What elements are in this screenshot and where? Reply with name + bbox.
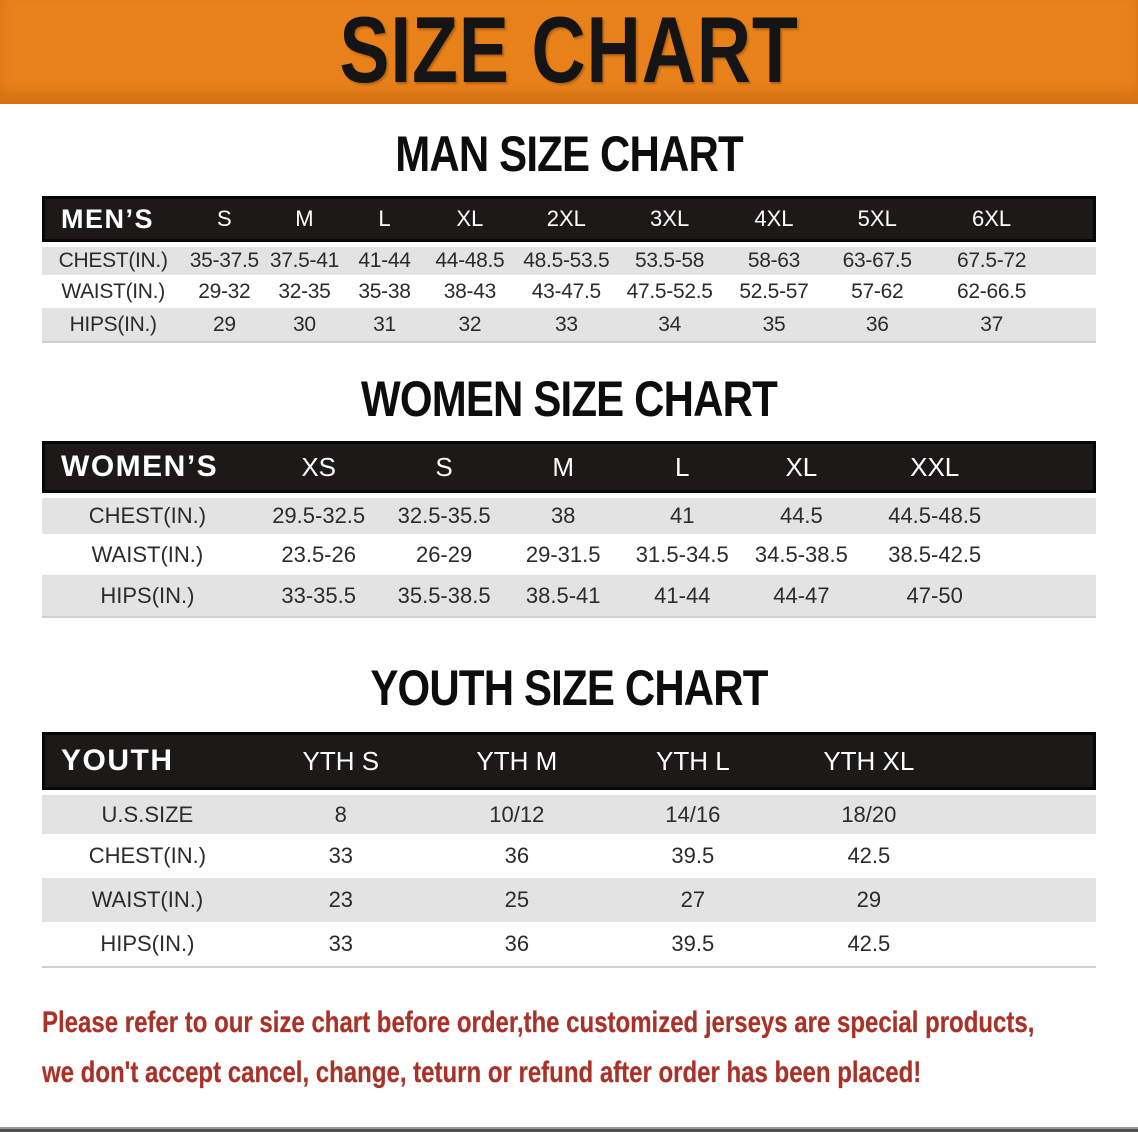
measurement-cell: 44.5 bbox=[742, 493, 861, 534]
measurement-cell: 38.5-41 bbox=[504, 575, 623, 616]
row-label: U.S.SIZE bbox=[42, 790, 253, 834]
row-spacer bbox=[957, 922, 1096, 966]
section-youth bbox=[0, 660, 1138, 968]
measurement-cell: 67.5-72 bbox=[928, 242, 1054, 275]
measurement-cell: 18/20 bbox=[781, 790, 957, 834]
row-spacer bbox=[1055, 242, 1096, 275]
measurement-cell: 30 bbox=[264, 308, 344, 341]
measurement-cell: 37 bbox=[928, 308, 1054, 341]
row-spacer bbox=[957, 790, 1096, 834]
size-chart-banner bbox=[0, 0, 1138, 104]
row-spacer bbox=[1008, 493, 1096, 534]
measurement-cell: 23 bbox=[253, 878, 429, 922]
size-column-header: XL bbox=[425, 196, 516, 242]
row-label: WAIST(IN.) bbox=[42, 275, 184, 308]
size-column-header: S bbox=[184, 196, 264, 242]
size-column-header: YTH S bbox=[253, 732, 429, 790]
measurement-cell: 41-44 bbox=[623, 575, 742, 616]
measurement-cell: 23.5-26 bbox=[253, 534, 385, 575]
measurement-row bbox=[42, 308, 1096, 341]
bottom-edge-line bbox=[0, 1127, 1138, 1132]
measurement-cell: 62-66.5 bbox=[928, 275, 1054, 308]
table-corner-label: YOUTH bbox=[42, 732, 253, 790]
measurement-cell: 27 bbox=[605, 878, 781, 922]
measurement-row bbox=[42, 575, 1096, 616]
row-spacer bbox=[1008, 575, 1096, 616]
measurement-cell: 57-62 bbox=[826, 275, 928, 308]
size-column-header: M bbox=[264, 196, 344, 242]
row-label: CHEST(IN.) bbox=[42, 834, 253, 878]
measurement-cell: 33 bbox=[253, 834, 429, 878]
measurement-cell: 33 bbox=[253, 922, 429, 966]
size-column-header: YTH M bbox=[429, 732, 605, 790]
measurement-cell: 63-67.5 bbox=[826, 242, 928, 275]
row-label: WAIST(IN.) bbox=[42, 878, 253, 922]
section-women bbox=[0, 371, 1138, 618]
measurement-cell: 36 bbox=[429, 834, 605, 878]
measurement-cell: 31.5-34.5 bbox=[623, 534, 742, 575]
footer-line-1: Please refer to our size chart before order,the customized jerseys are special products, bbox=[42, 1006, 1035, 1039]
measurement-cell: 33 bbox=[515, 308, 617, 341]
measurement-cell: 58-63 bbox=[722, 242, 826, 275]
size-column-header: M bbox=[504, 441, 623, 493]
measurement-cell: 34 bbox=[617, 308, 721, 341]
table-corner-label: WOMEN’S bbox=[42, 441, 253, 493]
measurement-cell: 41-44 bbox=[344, 242, 424, 275]
measurement-cell: 35-37.5 bbox=[184, 242, 264, 275]
measurement-cell: 14/16 bbox=[605, 790, 781, 834]
measurement-cell: 29 bbox=[781, 878, 957, 922]
youth-section-title: YOUTH SIZE CHART bbox=[370, 660, 768, 716]
header-spacer bbox=[1008, 441, 1096, 493]
size-header-row bbox=[42, 732, 1096, 790]
header-spacer bbox=[1055, 196, 1096, 242]
section-men bbox=[0, 126, 1138, 343]
size-header-row bbox=[42, 196, 1096, 242]
measurement-cell: 29 bbox=[184, 308, 264, 341]
size-column-header: 6XL bbox=[928, 196, 1054, 242]
women-size-table bbox=[42, 441, 1096, 618]
measurement-cell: 44-48.5 bbox=[425, 242, 516, 275]
row-label: CHEST(IN.) bbox=[42, 242, 184, 275]
measurement-row bbox=[42, 834, 1096, 878]
measurement-cell: 52.5-57 bbox=[722, 275, 826, 308]
size-column-header: 3XL bbox=[617, 196, 721, 242]
measurement-cell: 43-47.5 bbox=[515, 275, 617, 308]
measurement-cell: 39.5 bbox=[605, 834, 781, 878]
measurement-row bbox=[42, 534, 1096, 575]
measurement-cell: 38 bbox=[504, 493, 623, 534]
measurement-cell: 47-50 bbox=[861, 575, 1009, 616]
measurement-row bbox=[42, 275, 1096, 308]
table-corner-label: MEN’S bbox=[42, 196, 184, 242]
measurement-cell: 42.5 bbox=[781, 834, 957, 878]
size-column-header: YTH L bbox=[605, 732, 781, 790]
measurement-cell: 31 bbox=[344, 308, 424, 341]
footer-line-2: we don't accept cancel, change, teturn or refund after order has been placed! bbox=[42, 1056, 922, 1089]
size-column-header: S bbox=[385, 441, 504, 493]
size-column-header: L bbox=[344, 196, 424, 242]
row-label: CHEST(IN.) bbox=[42, 493, 253, 534]
row-spacer bbox=[1055, 275, 1096, 308]
measurement-cell: 32 bbox=[425, 308, 516, 341]
row-label: HIPS(IN.) bbox=[42, 308, 184, 341]
measurement-cell: 35-38 bbox=[344, 275, 424, 308]
size-header-row bbox=[42, 441, 1096, 493]
size-column-header: XXL bbox=[861, 441, 1009, 493]
measurement-cell: 37.5-41 bbox=[264, 242, 344, 275]
row-label: HIPS(IN.) bbox=[42, 922, 253, 966]
measurement-cell: 32-35 bbox=[264, 275, 344, 308]
measurement-cell: 29-31.5 bbox=[504, 534, 623, 575]
measurement-cell: 44.5-48.5 bbox=[861, 493, 1009, 534]
measurement-cell: 38.5-42.5 bbox=[861, 534, 1009, 575]
women-section-title: WOMEN SIZE CHART bbox=[361, 371, 777, 427]
measurement-cell: 10/12 bbox=[429, 790, 605, 834]
men-size-table bbox=[42, 196, 1096, 343]
measurement-cell: 47.5-52.5 bbox=[617, 275, 721, 308]
row-spacer bbox=[957, 834, 1096, 878]
row-label: HIPS(IN.) bbox=[42, 575, 253, 616]
measurement-cell: 8 bbox=[253, 790, 429, 834]
row-spacer bbox=[957, 878, 1096, 922]
size-column-header: 5XL bbox=[826, 196, 928, 242]
measurement-cell: 42.5 bbox=[781, 922, 957, 966]
measurement-cell: 44-47 bbox=[742, 575, 861, 616]
measurement-cell: 35.5-38.5 bbox=[385, 575, 504, 616]
size-column-header: 2XL bbox=[515, 196, 617, 242]
measurement-cell: 36 bbox=[826, 308, 928, 341]
measurement-cell: 33-35.5 bbox=[253, 575, 385, 616]
row-spacer bbox=[1008, 534, 1096, 575]
measurement-cell: 25 bbox=[429, 878, 605, 922]
measurement-row bbox=[42, 790, 1096, 834]
men-section-title: MAN SIZE CHART bbox=[395, 126, 743, 182]
size-column-header: XS bbox=[253, 441, 385, 493]
size-column-header: YTH XL bbox=[781, 732, 957, 790]
measurement-cell: 29-32 bbox=[184, 275, 264, 308]
measurement-row bbox=[42, 493, 1096, 534]
footer-disclaimer bbox=[42, 998, 1138, 1098]
measurement-cell: 26-29 bbox=[385, 534, 504, 575]
size-column-header: 4XL bbox=[722, 196, 826, 242]
measurement-cell: 36 bbox=[429, 922, 605, 966]
measurement-cell: 38-43 bbox=[425, 275, 516, 308]
measurement-cell: 35 bbox=[722, 308, 826, 341]
measurement-row bbox=[42, 878, 1096, 922]
measurement-cell: 48.5-53.5 bbox=[515, 242, 617, 275]
measurement-cell: 32.5-35.5 bbox=[385, 493, 504, 534]
header-spacer bbox=[957, 732, 1096, 790]
size-column-header: L bbox=[623, 441, 742, 493]
youth-size-table bbox=[42, 732, 1096, 968]
measurement-cell: 34.5-38.5 bbox=[742, 534, 861, 575]
banner-title: SIZE CHART bbox=[339, 0, 799, 102]
measurement-row bbox=[42, 922, 1096, 966]
size-column-header: XL bbox=[742, 441, 861, 493]
measurement-cell: 29.5-32.5 bbox=[253, 493, 385, 534]
measurement-row bbox=[42, 242, 1096, 275]
row-label: WAIST(IN.) bbox=[42, 534, 253, 575]
row-spacer bbox=[1055, 308, 1096, 341]
measurement-cell: 39.5 bbox=[605, 922, 781, 966]
measurement-cell: 53.5-58 bbox=[617, 242, 721, 275]
measurement-cell: 41 bbox=[623, 493, 742, 534]
